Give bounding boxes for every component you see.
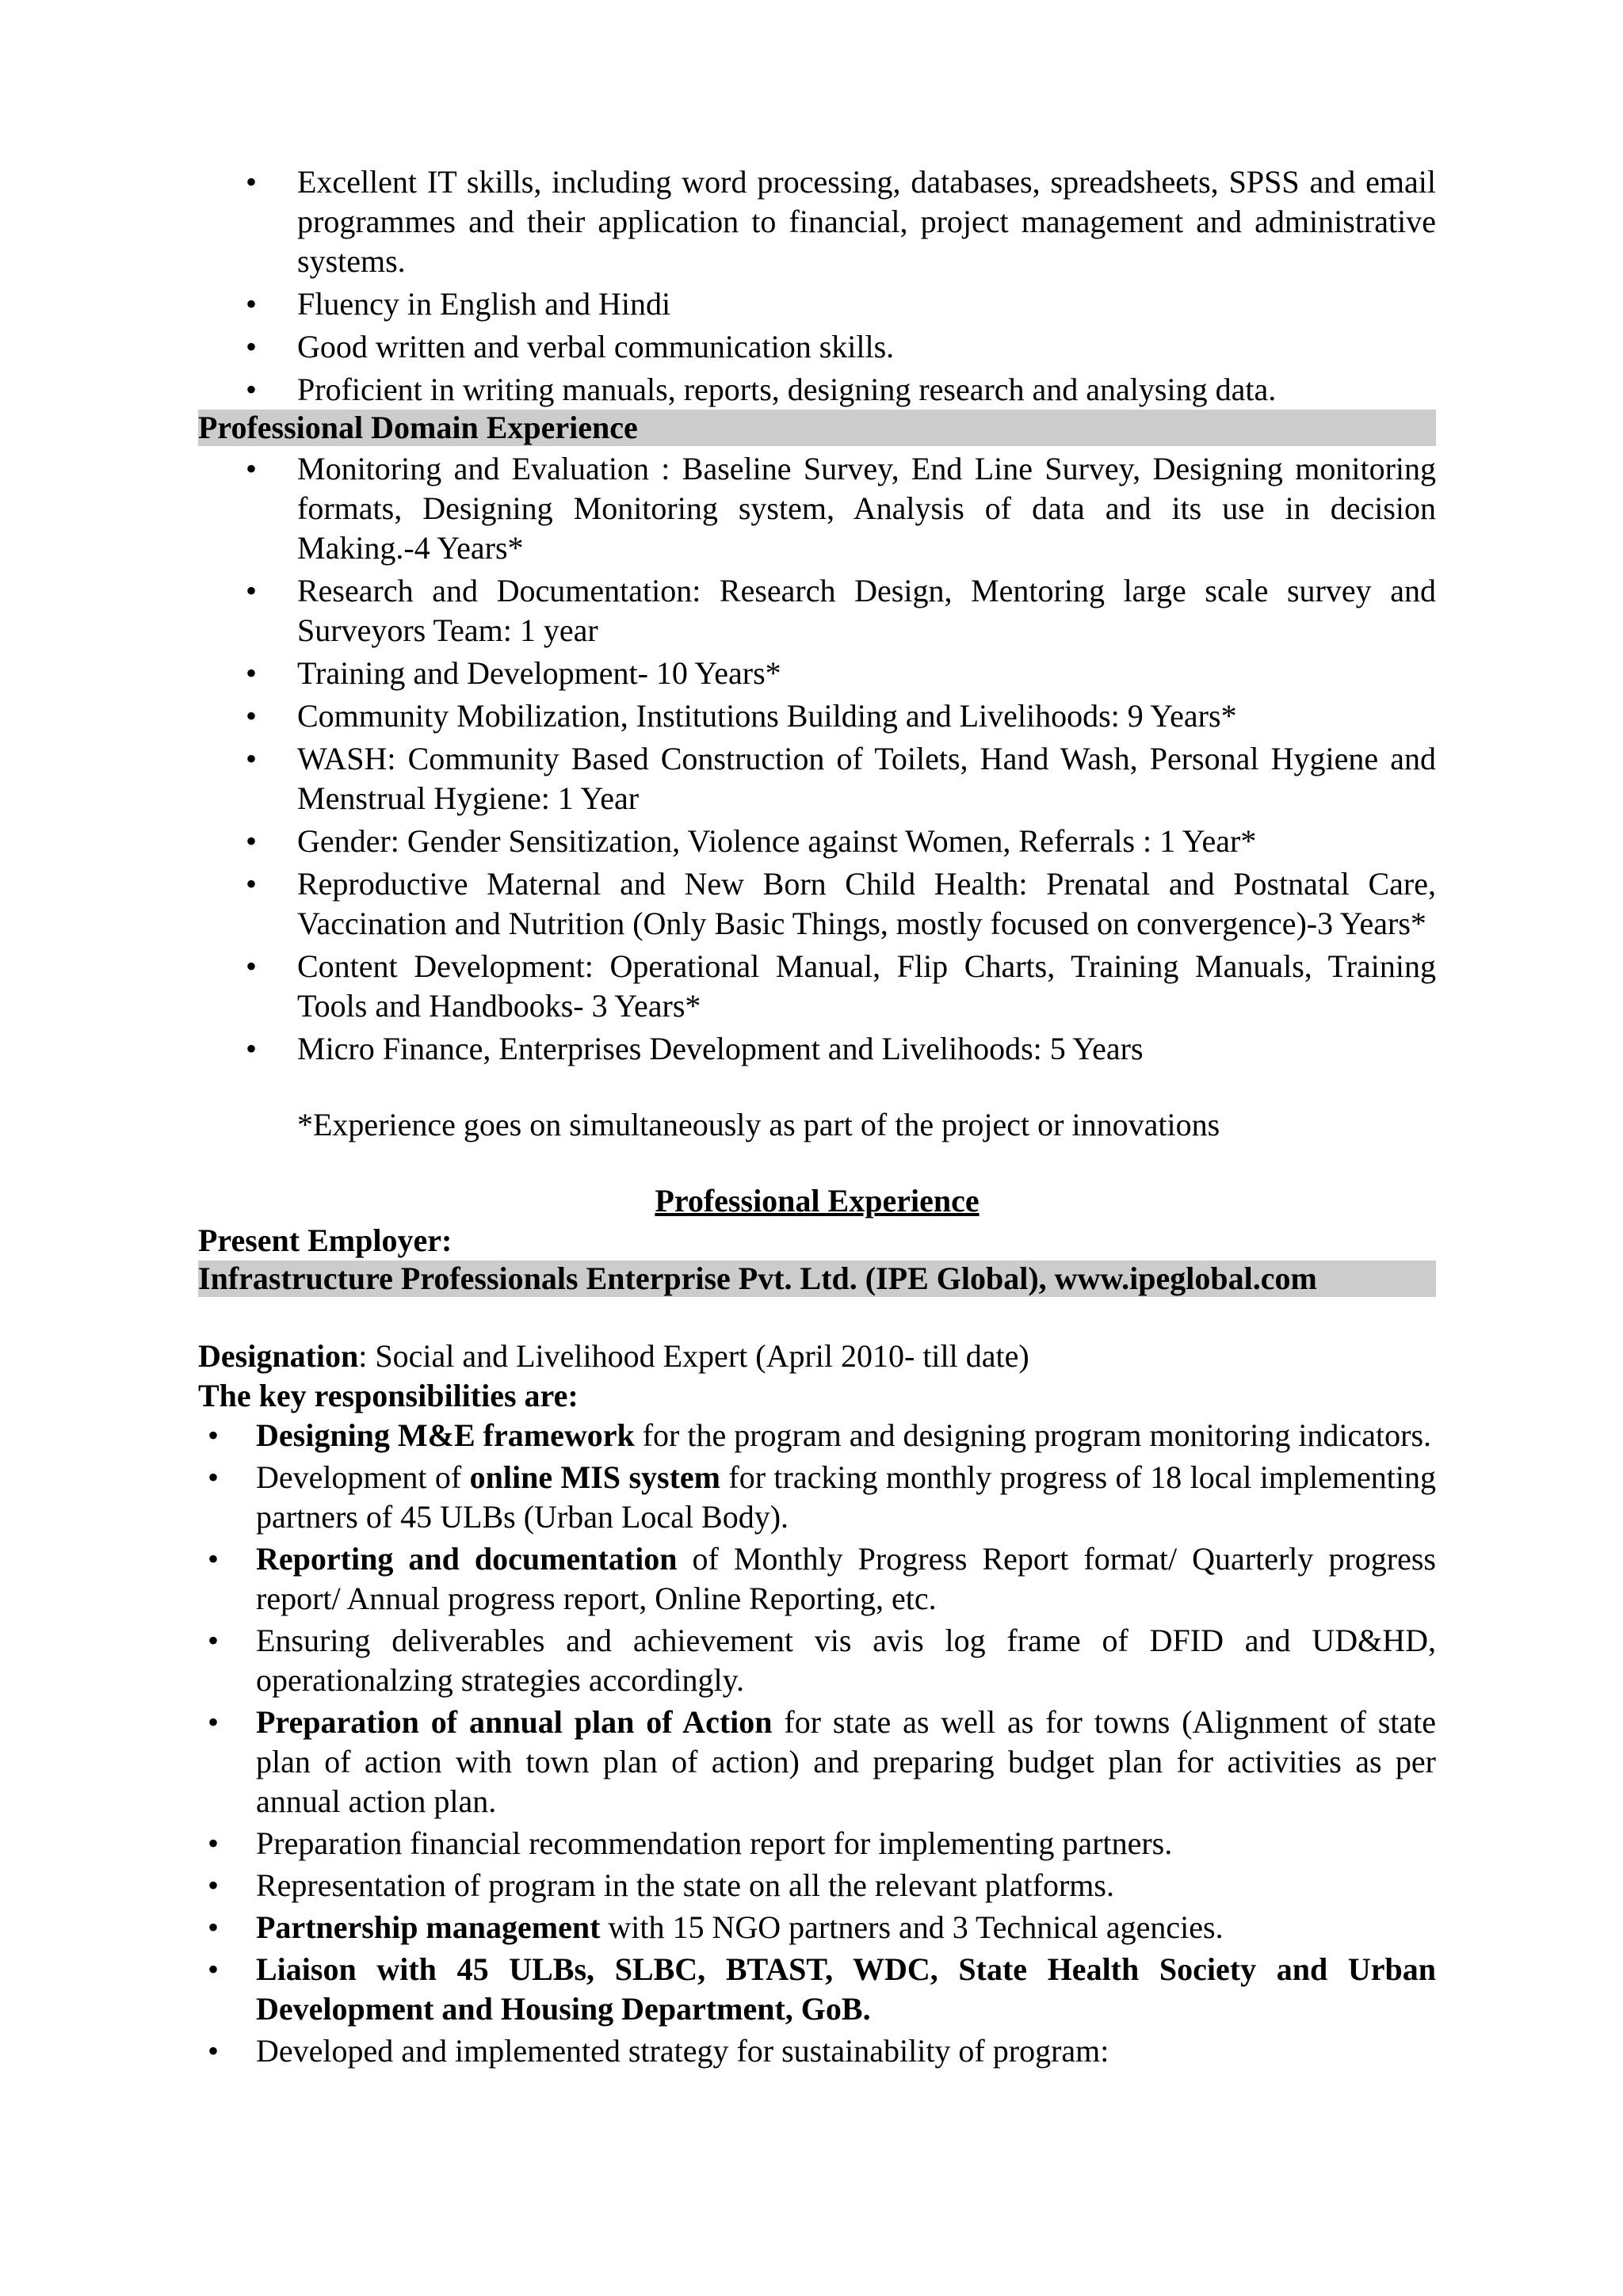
list-item: • Partnership management with 15 NGO partners and 3 Technical agencies. — [198, 1908, 1436, 1947]
list-item: • Content Development: Operational Manual, Flip Charts, Training Manuals, Training Tools and Handbooks- 3 Years* — [198, 947, 1436, 1026]
list-item: • Excellent IT skills, including word processing, databases, spreadsheets, SPSS and email programmes and their application to financial, project management and administrative systems. — [198, 162, 1436, 281]
list-item: • Representation of program in the state on all the relevant platforms. — [198, 1866, 1436, 1905]
list-item: • Micro Finance, Enterprises Development and Livelihoods: 5 Years — [198, 1029, 1436, 1069]
page-content — [198, 162, 1436, 2073]
list-item: • Training and Development- 10 Years* — [198, 654, 1436, 693]
responsibilities-heading: The key responsibilities are: — [198, 1378, 579, 1413]
list-item: • Liaison with 45 ULBs, SLBC, BTAST, WDC, State Health Society and Urban Development and Housing Department, GoB. — [198, 1950, 1436, 2029]
list-item: • Preparation financial recommendation report for implementing partners. — [198, 1824, 1436, 1863]
present-employer-label: Present Employer: — [198, 1222, 453, 1258]
list-item: • Ensuring deliverables and achievement vis avis log frame of DFID and UD&HD, operationalzing strategies accordingly. — [198, 1621, 1436, 1700]
employer-name: Infrastructure Professionals Enterprise Pvt. Ltd. (IPE Global), www.ipeglobal.com — [198, 1261, 1436, 1297]
list-item: • Fluency in English and Hindi — [198, 284, 1436, 324]
domain-list — [198, 449, 1436, 1069]
list-item: • Developed and implemented strategy for sustainability of program: — [198, 2031, 1436, 2071]
list-item: • Development of online MIS system for tracking monthly progress of 18 local implementing partners of 45 ULBs (Urban Local Body). — [198, 1458, 1436, 1537]
list-item: • WASH: Community Based Construction of Toilets, Hand Wash, Personal Hygiene and Menstrual Hygiene: 1 Year — [198, 739, 1436, 818]
list-item: • Proficient in writing manuals, reports, designing research and analysing data. — [198, 370, 1436, 410]
list-item: • Reproductive Maternal and New Born Child Health: Prenatal and Postnatal Care, Vaccination and Nutrition (Only Basic Things, mostly focused on convergence)-3 Years* — [198, 864, 1436, 944]
skills-list — [198, 162, 1436, 410]
responsibilities-list — [198, 1416, 1436, 2071]
list-item: • Monitoring and Evaluation : Baseline Survey, End Line Survey, Designing monitoring formats, Designing Monitoring system, Analysis of data and its use in decision Making.-4 Years* — [198, 449, 1436, 568]
domain-heading: Professional Domain Experience — [198, 410, 1436, 446]
list-item: • Community Mobilization, Institutions Building and Livelihoods: 9 Years* — [198, 696, 1436, 736]
list-item: • Research and Documentation: Research Design, Mentoring large scale survey and Surveyors Team: 1 year — [198, 571, 1436, 650]
list-item: • Reporting and documentation of Monthly Progress Report format/ Quarterly progress report/ Annual progress report, Online Reporting, etc. — [198, 1539, 1436, 1619]
experience-title: Professional Experience — [655, 1183, 980, 1219]
list-item: • Designing M&E framework for the program and designing program monitoring indicators. — [198, 1416, 1436, 1455]
designation-value: : Social and Livelihood Expert (April 2010- till date) — [358, 1338, 1029, 1374]
designation-line — [198, 1337, 1436, 1376]
experience-note: *Experience goes on simultaneously as part of the project or innovations — [297, 1107, 1220, 1142]
designation-label: Designation — [198, 1338, 359, 1374]
list-item: • Good written and verbal communication skills. — [198, 327, 1436, 367]
list-item: • Gender: Gender Sensitization, Violence against Women, Referrals : 1 Year* — [198, 822, 1436, 861]
list-item: • Preparation of annual plan of Action for state as well as for towns (Alignment of state plan of action with town plan of action) and preparing budget plan for activities as per annual action plan. — [198, 1703, 1436, 1821]
